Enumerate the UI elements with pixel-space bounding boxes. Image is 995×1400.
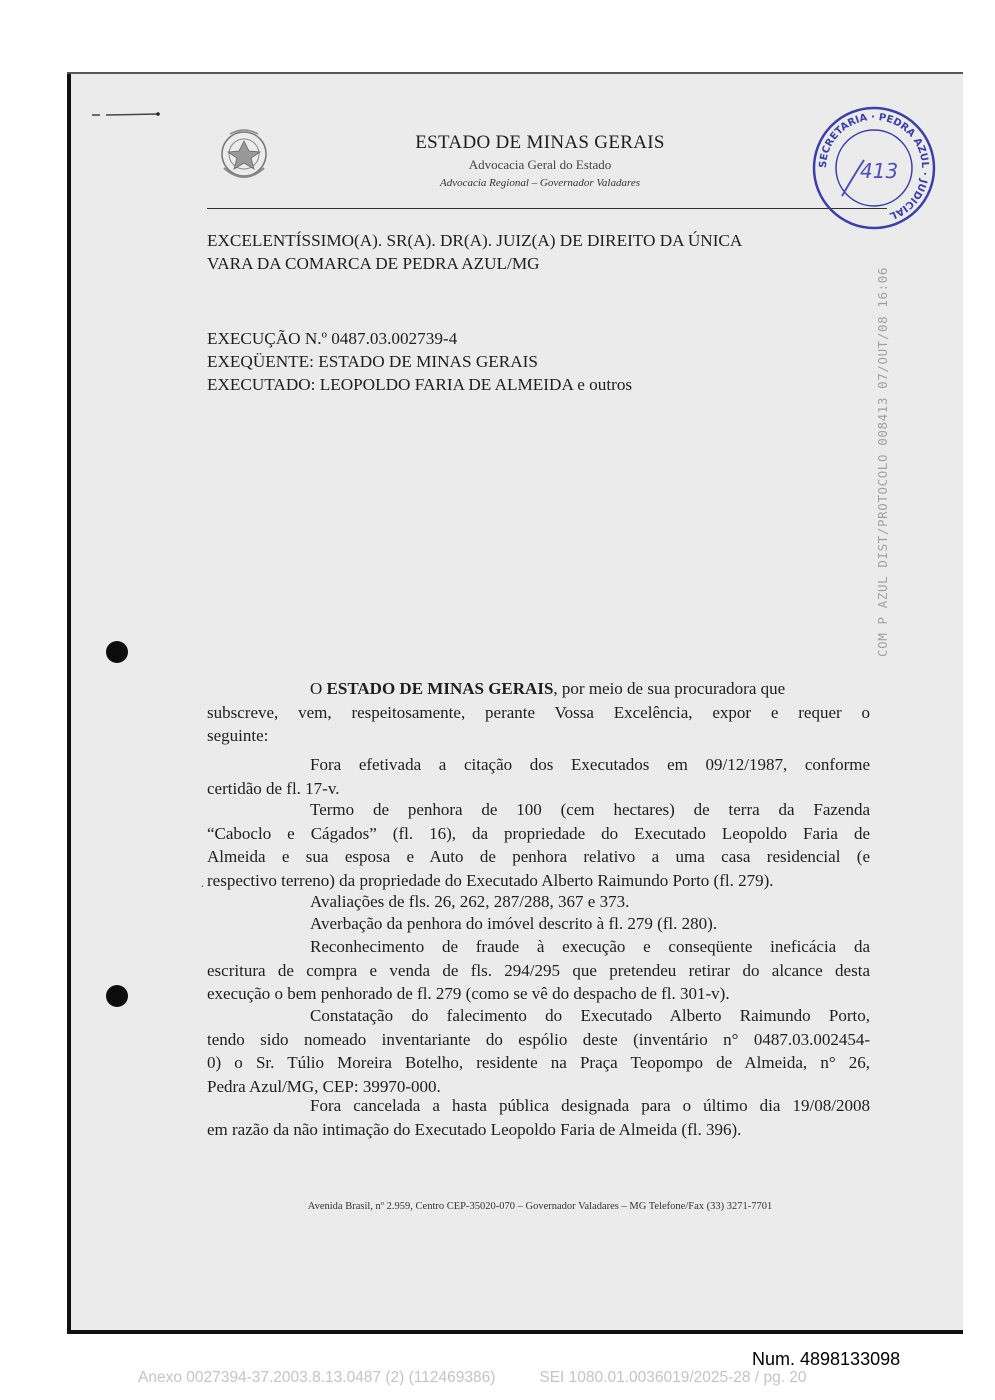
protocol-stamp: COM P AZUL DIST/PROTOCOLO 008413 07/OUT/08 16:06 (875, 266, 890, 657)
paragraph-penhora (207, 798, 870, 892)
annex-reference: Anexo 0027394-37.2003.8.13.0487 (2) (112469386) (138, 1369, 496, 1386)
header-regional: Advocacia Regional – Governador Valadares (440, 177, 640, 189)
punch-hole-bottom (106, 985, 128, 1007)
p2-line-1: Termo de penhora de 100 (cem hectares) de terra da Fazenda (310, 800, 870, 819)
header-state: ESTADO DE MINAS GERAIS (415, 132, 665, 153)
p7-line-2: em razão da não intimação do Executado Leopoldo Faria de Almeida (fl. 396). (207, 1119, 742, 1139)
ink-dot: · (200, 880, 205, 895)
intro-line-3: seguinte: (207, 726, 269, 745)
annex-line (138, 1369, 928, 1387)
punch-hole-top (106, 641, 128, 663)
intro-line-2: subscreve, vem, respeitosamente, perante Vossa Excelência, expor e requer o (207, 702, 870, 722)
coat-of-arms-icon (216, 124, 272, 186)
stamp-ring-text: SECRETARIA · PEDRA AZUL · JUDICIAL (817, 111, 931, 222)
paragraph-fraude (207, 935, 870, 1006)
intro-rest: , por meio de sua procuradora que (553, 679, 786, 698)
paragraph-citacao (207, 753, 870, 800)
case-number: EXECUÇÃO N.º 0487.03.002739-4 (207, 329, 458, 348)
header-agency: Advocacia Geral do Estado (468, 157, 612, 172)
case-executado: EXECUTADO: LEOPOLDO FARIA DE ALMEIDA e outros (207, 375, 633, 394)
case-exequente: EXEQÜENTE: ESTADO DE MINAS GERAIS (207, 352, 538, 371)
p5-line-1: Reconhecimento de fraude à execução e conseqüente ineficácia da (310, 937, 870, 956)
paragraph-avaliacoes (207, 890, 870, 914)
document-number: Num. 4898133098 (752, 1349, 901, 1369)
p2-line-2: “Caboclo e Cágados” (fl. 16), da propriedade do Executado Leopoldo Faria de (207, 823, 870, 843)
paragraph-falecimento (207, 1004, 870, 1098)
p4-line-1: Averbação da penhora do imóvel descrito à fl. 279 (fl. 280). (310, 914, 718, 933)
p1-line-2: certidão de fl. 17-v. (207, 778, 340, 798)
footer-address: Avenida Brasil, nº 2.959, Centro CEP-35020-070 – Governador Valadares – MG Telefone/Fax (33) 3271-7701 (307, 1201, 773, 1212)
stamp-handwritten: 413 (860, 159, 899, 183)
scan-edge (67, 72, 963, 74)
p5-line-3: execução o bem penhorado de fl. 279 (como se vê do despacho de fl. 301-v). (207, 984, 730, 1003)
p2-line-4: respectivo terreno) da propriedade do Executado Alberto Raimundo Porto (fl. 279). (207, 870, 774, 890)
addressee-line-2: VARA DA COMARCA DE PEDRA AZUL/MG (207, 254, 540, 273)
p2-line-3: Almeida e sua esposa e Auto de penhora relativo a uma casa residencial (e (207, 847, 870, 866)
p6-line-2: tendo sido nomeado inventariante do espólio deste (inventário n° 0487.03.002454- (207, 1029, 870, 1049)
body-intro (207, 677, 870, 748)
paragraph-averbacao (207, 912, 870, 936)
p6-line-1: Constatação do falecimento do Executado Alberto Raimundo Porto, (310, 1006, 870, 1025)
sei-reference: SEI 1080.01.0036019/2025-28 / pg. 20 (539, 1369, 807, 1386)
p3-line-1: Avaliações de fls. 26, 262, 287/288, 367 e 373. (310, 892, 630, 911)
addressee-line-1: EXCELENTÍSSIMO(A). SR(A). DR(A). JUIZ(A) DE DIREITO DA ÚNICA (207, 231, 743, 250)
intro-lead: O (310, 679, 327, 698)
intro-bold: ESTADO DE MINAS GERAIS (326, 679, 554, 698)
court-stamp (806, 100, 942, 236)
header-rule (207, 208, 887, 209)
p5-line-2: escritura de compra e venda de fls. 294/295 que pretendeu retirar do alcance desta (207, 960, 870, 980)
paragraph-hasta (207, 1094, 870, 1141)
p6-line-4: Pedra Azul/MG, CEP: 39970-000. (207, 1076, 441, 1096)
p7-line-1: Fora cancelada a hasta pública designada para o último dia 19/08/2008 (310, 1096, 870, 1115)
p1-line-1: Fora efetivada a citação dos Executados em 09/12/1987, conforme (310, 755, 870, 774)
p6-line-3: 0) o Sr. Túlio Moreira Botelho, residente na Praça Teopompo de Almeida, n° 26, (207, 1053, 870, 1072)
pen-mark (92, 112, 162, 118)
